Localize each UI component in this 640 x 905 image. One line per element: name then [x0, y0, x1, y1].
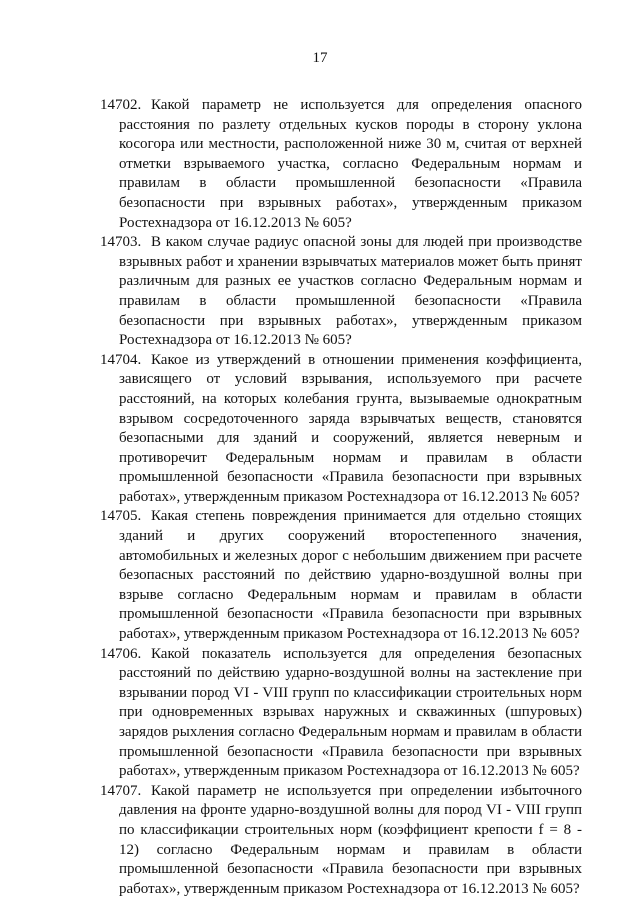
- question-item: [100, 645, 582, 782]
- question-text: Какой параметр не используется при определении избыточного давления на фронте ударно-воздушной волны для пород VI - VIII групп по классификации строительных норм (коэффициент крепости f = 8 - 12) согласно Федеральным нормам и правилам в области промышленной безопасности «Правила безопасности при взрывных работах», утвержденным приказом Ростехнадзора от 16.12.2013 № 605?: [119, 782, 582, 897]
- question-item: [100, 351, 582, 508]
- question-item: [100, 782, 582, 900]
- question-text: Какой показатель используется для определения безопасных расстояний по действию ударно-воздушной волны на застекление при взрывании пород VI - VIII групп по классификации строительных норм при одновременных взрывах наружных и скважинных (шпуровых) зарядов рыхления согласно Федеральным нормам и правилам в области промышленной безопасности «Правила безопасности при взрывных работах», утвержденным приказом Ростехнадзора от 16.12.2013 № 605?: [119, 645, 582, 780]
- question-text: Какая степень повреждения принимается для отдельно стоящих зданий и других сооружений второстепенного значения, автомобильных и железных дорог с небольшим движением при расчете безопасных расстояний по действию ударно-воздушной волны при взрыве согласно Федеральным нормам и правилам в области промышленной безопасности «Правила безопасности при взрывных работах», утвержденным приказом Ростехнадзора от 16.12.2013 № 605?: [119, 508, 582, 643]
- question-number: 14705.: [100, 508, 142, 525]
- question-list: [100, 96, 582, 899]
- question-number: 14706.: [100, 645, 142, 662]
- question-number: 14707.: [100, 782, 142, 799]
- question-number: 14703.: [100, 234, 142, 251]
- question-item: [100, 233, 582, 351]
- question-item: [100, 507, 582, 644]
- question-text: В каком случае радиус опасной зоны для людей при производстве взрывных работ и хранении взрывчатых материалов может быть принят различным для разных ее участков согласно Федеральным нормам и правилам в области промышленной безопасности «Правила безопасности при взрывных работах», утвержденным приказом Ростехнадзора от 16.12.2013 № 605?: [119, 234, 582, 349]
- question-text: Какой параметр не используется для определения опасного расстояния по разлету отдельных кусков породы в сторону уклона косогора или местности, расположенной ниже 30 м, считая от верхней отметки взрываемого участка, согласно Федеральным нормам и правилам в области промышленной безопасности «Правила безопасности при взрывных работах», утвержденным приказом Ростехнадзора от 16.12.2013 № 605?: [119, 97, 582, 231]
- page-number: 17: [312, 50, 328, 66]
- question-number: 14704.: [100, 351, 142, 368]
- question-text: Какое из утверждений в отношении применения коэффициента, зависящего от условий взрывания, используемого при расчете расстояний, на которых колебания грунта, вызываемые однократным взрывом сосредоточенного заряда взрывчатых веществ, становятся безопасными для зданий и сооружений, является неверным и противоречит Федеральным нормам и правилам в области промышленной безопасности «Правила безопасности при взрывных работах», утвержденным приказом Ростехнадзора от 16.12.2013 № 605?: [119, 351, 582, 505]
- question-item: [100, 96, 582, 233]
- question-number: 14702.: [100, 97, 142, 113]
